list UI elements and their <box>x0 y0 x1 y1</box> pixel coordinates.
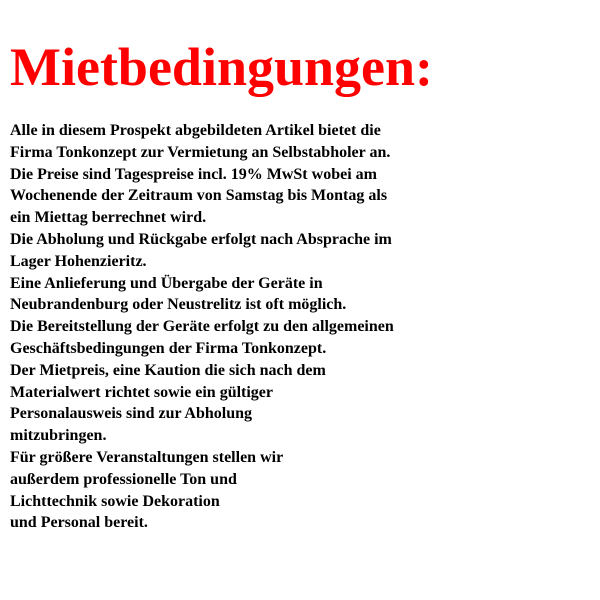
text-line-1: Alle in diesem Prospekt abgebildeten Artikel bietet die <box>10 122 381 139</box>
text-line-6: Die Abholung und Rückgabe erfolgt nach Absprache im <box>10 230 392 248</box>
text-line-13: Materialwert richtet sowie ein gültiger <box>10 383 274 401</box>
text-line-5: ein Miettag berrechnet wird. <box>10 209 207 227</box>
text-line-4: Wochenende der Zeitraum von Samstag bis Montag als <box>10 187 388 205</box>
rental-conditions-text <box>10 120 394 534</box>
text-line-2: Firma Tonkonzept zur Vermietung an Selbstabholer an. <box>10 143 391 161</box>
text-line-19: und Personal bereit. <box>10 514 148 532</box>
text-line-3: Die Preise sind Tagespreise incl. 19% MwSt wobei am <box>10 165 377 183</box>
text-line-16: Für größere Veranstaltungen stellen wir <box>10 448 284 466</box>
text-line-14: Personalausweis sind zur Abholung <box>10 405 252 423</box>
text-line-12: Der Mietpreis, eine Kaution die sich nach dem <box>10 361 326 379</box>
text-line-15: mitzubringen. <box>10 427 107 445</box>
page-title: Mietbedingungen: <box>10 37 434 97</box>
text-line-8: Eine Anlieferung und Übergabe der Geräte in <box>10 274 323 292</box>
text-line-7: Lager Hohenzieritz. <box>10 252 147 270</box>
text-line-9: Neubrandenburg oder Neustrelitz ist oft möglich. <box>10 296 347 314</box>
text-line-10: Die Bereitstellung der Geräte erfolgt zu den allgemeinen <box>10 318 394 336</box>
text-line-18: Lichttechnik sowie Dekoration <box>10 492 220 510</box>
text-line-11: Geschäftsbedingungen der Firma Tonkonzept. <box>10 339 327 357</box>
text-line-17: außerdem professionelle Ton und <box>10 470 237 488</box>
